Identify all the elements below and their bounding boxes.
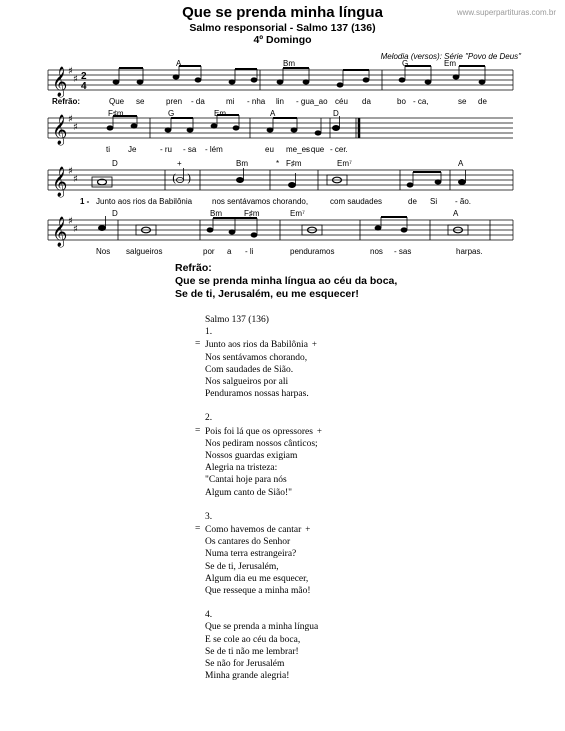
chord-symbol: F♯m xyxy=(244,209,260,218)
psalm-line: Nos sentávamos chorando, xyxy=(205,352,308,363)
chord-symbol: Bm xyxy=(210,209,222,218)
lyric-syllable: da xyxy=(362,97,371,106)
lyric-syllable: me_es xyxy=(286,145,311,154)
psalm-line: Alegria na tristeza: xyxy=(205,463,278,474)
lyric-syllable: nos xyxy=(370,247,383,256)
psalm-line: Minha grande alegria! xyxy=(205,671,290,682)
stanza-number: 3. xyxy=(205,511,213,522)
chord-symbol: D xyxy=(112,209,118,218)
treble-clef-icon: 𝄞 xyxy=(52,167,68,197)
lyric-syllable: céu xyxy=(335,97,348,106)
lyric-syllable: Nos xyxy=(96,247,111,256)
chord-symbol: A xyxy=(176,59,182,68)
notes-system-2 xyxy=(107,115,359,138)
chord-symbol: Em xyxy=(444,59,456,68)
lyric-syllable: - da xyxy=(191,97,205,106)
lyric-syllable: de xyxy=(478,97,487,106)
chord-symbol: + xyxy=(177,159,182,168)
lyric-syllable: - sas xyxy=(394,247,412,256)
refrain-text-block xyxy=(175,262,397,301)
chord-symbol: G xyxy=(402,59,409,68)
chord-symbol: * xyxy=(276,159,280,168)
psalm-line: E se cole ao céu da boca, xyxy=(205,634,301,645)
stanza-3 xyxy=(205,511,322,597)
lyric-syllable: - lém xyxy=(205,145,223,154)
time-signature: 4 xyxy=(81,81,87,92)
stanza-2 xyxy=(205,412,322,498)
psalm-line: Se não for Jerusalém xyxy=(205,659,285,670)
treble-clef-icon: 𝄞 xyxy=(52,115,68,145)
chord-symbol: G xyxy=(168,109,175,118)
time-signature: 2 xyxy=(81,71,87,82)
chord-symbol: A xyxy=(453,209,459,218)
chord-symbol: Em⁷ xyxy=(290,209,305,218)
lyric-syllable: - sa xyxy=(183,145,197,154)
system-3-text xyxy=(80,159,471,206)
lyric-syllable: - gua_ao xyxy=(296,97,328,106)
psalm-line: Numa terra estrangeira? xyxy=(205,549,297,560)
staff-system-2 xyxy=(48,118,513,138)
lyric-syllable: se xyxy=(458,97,467,106)
psalm-line: Junto aos rios da Babilônia xyxy=(205,340,308,351)
refrain-label: Refrão: xyxy=(175,262,212,274)
chord-symbol: Em xyxy=(214,109,226,118)
psalm-line: Algum dia eu me esquecer, xyxy=(205,573,309,584)
chord-symbol: F♯m xyxy=(108,109,124,118)
clefs-and-keys xyxy=(52,66,87,248)
stanza-number: 1. xyxy=(205,327,213,338)
lyric-phrase: Junto aos rios da Babilônia xyxy=(96,197,193,206)
sharp-icon: ♯ xyxy=(68,114,73,125)
lyric-syllable: Si xyxy=(430,197,438,206)
page-title: Que se prenda minha língua xyxy=(182,4,383,21)
psalm-line: Algum canto de Sião!" xyxy=(205,487,292,498)
refrain-label: Refrão: xyxy=(52,97,81,106)
psalm-line: Como havemos de cantar xyxy=(205,525,302,536)
page-subtitle: Salmo responsorial - Salmo 137 (136) xyxy=(189,22,376,34)
psalm-line: Os cantares do Senhor xyxy=(205,537,291,548)
melody-credit: Melodia (versos): Série "Povo de Deus" xyxy=(380,52,521,61)
stanza-number: 4. xyxy=(205,610,213,621)
lyric-syllable: - nha xyxy=(247,97,266,106)
lyric-syllable: - cer. xyxy=(330,145,348,154)
sharp-icon: ♯ xyxy=(73,122,78,133)
treble-clef-icon: 𝄞 xyxy=(52,217,68,247)
psalm-line: Que resseque a minha mão! xyxy=(205,586,311,597)
psalm-line: Nos salgueiros por ali xyxy=(205,377,289,388)
refrain-line-1: Que se prenda minha língua ao céu da boca, xyxy=(175,275,398,287)
sharp-icon: ♯ xyxy=(68,166,73,177)
lyric-syllable: penduramos xyxy=(290,247,335,256)
stanza-number: 2. xyxy=(205,413,213,424)
psalm-line: Com saudades de Sião. xyxy=(205,364,294,375)
sharp-icon: ♯ xyxy=(68,216,73,227)
chord-symbol: Bm xyxy=(283,59,295,68)
lyric-syllable: - ca, xyxy=(413,97,429,106)
lyric-syllable: Je xyxy=(128,145,137,154)
notes-system-1 xyxy=(113,66,485,90)
plus-mark-icon: + xyxy=(316,425,322,436)
lyric-syllable: Que xyxy=(109,97,125,106)
chord-symbol: F♯m xyxy=(286,159,302,168)
psalm-text xyxy=(205,314,322,682)
sharp-icon: ♯ xyxy=(73,74,78,85)
psalm-line: Pois foi lá que os opressores xyxy=(205,426,313,437)
staff-system-3 xyxy=(48,170,513,190)
svg-text:): ) xyxy=(187,172,192,185)
lyric-syllable: mi xyxy=(226,97,235,106)
sharp-icon: ♯ xyxy=(73,174,78,185)
notes-system-4 xyxy=(98,216,490,240)
chord-symbol: D xyxy=(333,109,339,118)
plus-mark-icon: + xyxy=(311,339,317,350)
liturgical-sunday: 4º Domingo xyxy=(253,34,312,46)
lyric-syllable: - ão. xyxy=(455,197,472,206)
lyric-syllable: de xyxy=(408,197,417,206)
lyric-syllable: salgueiros xyxy=(126,247,163,256)
site-watermark[interactable]: www.superpartituras.com.br xyxy=(456,8,556,17)
lyric-phrase: nos sentávamos chorando, xyxy=(212,197,309,206)
plus-mark-icon: + xyxy=(305,524,311,535)
lyric-syllable: - que xyxy=(306,145,325,154)
psalm-line: Se de ti, Jerusalém, xyxy=(205,561,279,572)
refrain-line-2: Se de ti, Jerusalém, eu me esquecer! xyxy=(175,288,359,300)
lyric-syllable: bo xyxy=(397,97,406,106)
lyric-syllable: eu xyxy=(265,145,274,154)
lyric-syllable: por xyxy=(203,247,215,256)
music-score xyxy=(0,0,565,300)
psalm-line: "Cantai hoje para nós xyxy=(205,475,287,486)
stanza-1 xyxy=(205,326,322,400)
psalm-line: Penduramos nossas harpas. xyxy=(205,389,309,400)
lyric-syllable: ti xyxy=(106,145,110,154)
lyric-syllable: se xyxy=(136,97,145,106)
verse-number: 1 - xyxy=(80,197,90,206)
chord-symbol: D xyxy=(112,159,118,168)
notes-system-3 xyxy=(92,168,466,190)
lyric-syllable: - ru xyxy=(160,145,172,154)
psalm-title: Salmo 137 (136) xyxy=(205,315,269,325)
system-4-text xyxy=(96,209,483,256)
psalm-line: Nos pediram nossos cânticos; xyxy=(205,438,318,449)
psalm-line: Que se prenda a minha língua xyxy=(205,622,319,633)
lyric-syllable: a xyxy=(227,247,232,256)
lyric-syllable: - li xyxy=(245,247,254,256)
sharp-icon: ♯ xyxy=(73,224,78,235)
sharp-icon: ♯ xyxy=(68,66,73,77)
stanza-4 xyxy=(205,609,322,682)
treble-clef-icon: 𝄞 xyxy=(52,67,68,97)
psalm-line: Se de ti não me lembrar! xyxy=(205,646,299,657)
chord-symbol: A xyxy=(270,109,276,118)
chord-symbol: Em⁷ xyxy=(337,159,352,168)
lyric-phrase: com saudades xyxy=(330,197,383,206)
chord-symbol: Bm xyxy=(236,159,248,168)
lyric-syllable: harpas. xyxy=(456,247,483,256)
svg-text:(: ( xyxy=(172,172,177,185)
psalm-line: Nossos guardas exigiam xyxy=(205,451,298,462)
lyric-syllable: pren xyxy=(166,97,183,106)
chord-symbol: A xyxy=(458,159,464,168)
lyric-syllable: lin xyxy=(276,97,285,106)
